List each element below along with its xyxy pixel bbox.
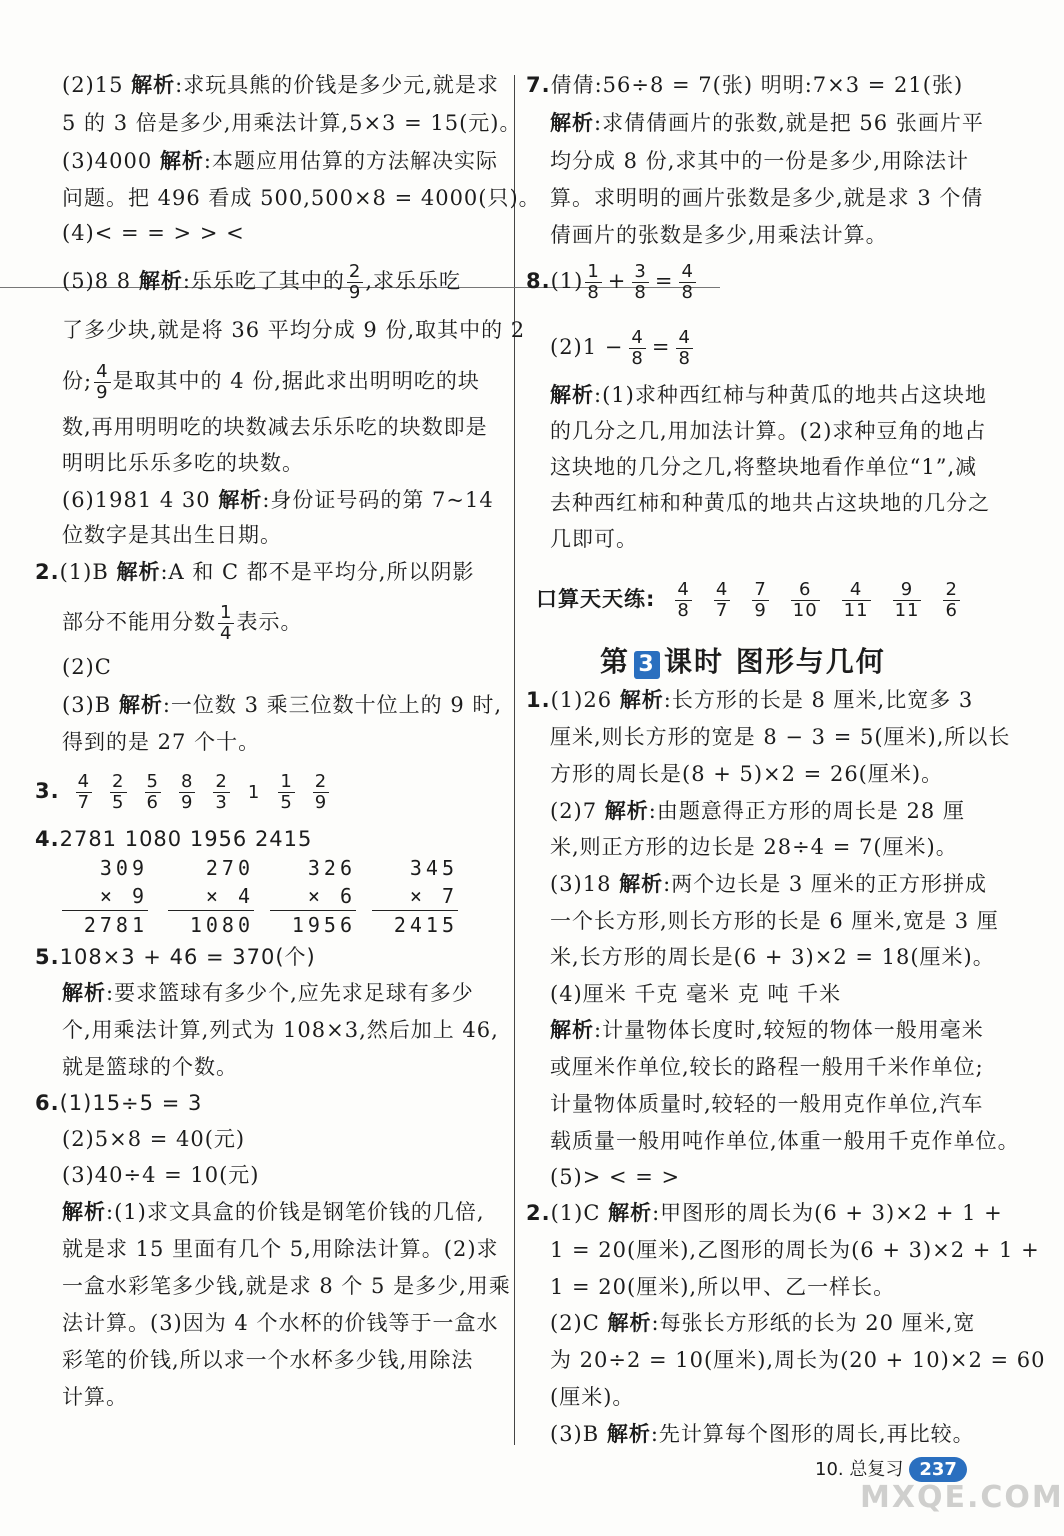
text-line: 为 20÷2 = 10(厘米),周长为(20 + 10)×2 = 60 xyxy=(550,1348,1046,1372)
answer-line xyxy=(550,1308,975,1338)
question-line xyxy=(526,685,973,715)
text-line: 方形的周长是(8 + 5)×2 = 26(厘米)。 xyxy=(550,762,944,786)
answer-text: (3)18 xyxy=(550,872,620,896)
text-line xyxy=(550,380,987,410)
denominator: 9 xyxy=(180,792,194,813)
title-text: 课时 图形与几何 xyxy=(664,645,886,678)
text-line: (4)厘米 千克 毫米 克 吨 千米 xyxy=(550,982,842,1006)
numerator: 4 xyxy=(678,327,691,348)
answer-line xyxy=(62,485,494,515)
fraction xyxy=(213,772,229,813)
analysis-label: 解析 xyxy=(116,560,161,584)
answer-line xyxy=(62,690,502,720)
denominator: 7 xyxy=(715,600,729,621)
fraction xyxy=(110,772,126,813)
analysis-text: :每张长方形纸的长为 20 厘米,宽 xyxy=(651,1311,976,1335)
operator: + xyxy=(607,269,627,293)
fraction xyxy=(248,783,260,803)
analysis-label: 解析 xyxy=(619,688,664,712)
text-line: (3)40÷4 = 10(元) xyxy=(62,1163,260,1187)
fraction xyxy=(632,262,648,303)
analysis-label: 解析 xyxy=(159,149,204,173)
denominator: 8 xyxy=(587,282,600,303)
denominator: 9 xyxy=(96,382,109,403)
analysis-text: :本题应用估算的方法解决实际 xyxy=(203,149,498,173)
answer-text: (2)1 − xyxy=(550,335,624,359)
fraction xyxy=(313,772,329,813)
text-line: 1 = 20(厘米),乙图形的周长为(6 + 3)×2 + 1 + xyxy=(550,1238,1040,1262)
fraction xyxy=(675,580,691,621)
answer-text: (3)B xyxy=(62,693,119,717)
text-line: 米,长方形的周长是(6 + 3)×2 = 18(厘米)。 xyxy=(550,945,995,969)
fraction xyxy=(347,262,363,303)
question-line xyxy=(35,942,316,972)
fraction-list xyxy=(60,771,332,813)
text-line: 倩画片的张数是多少,用乘法计算。 xyxy=(550,223,888,247)
fraction xyxy=(679,262,695,303)
question-line xyxy=(526,70,963,100)
analysis-text: :先计算每个图形的周长,再比较。 xyxy=(650,1422,975,1446)
text-line: 数,再用明明吃的块数减去乐乐吃的块数即是 xyxy=(62,415,488,439)
text-fragment: 份; xyxy=(62,369,93,393)
text-fragment: 部分不能用分数 xyxy=(62,610,216,634)
answer-text: (5)8 8 xyxy=(62,269,139,293)
mental-math-line xyxy=(536,580,962,621)
text-fragment: 是取其中的 4 份,据此求出明明吃的块 xyxy=(112,369,480,393)
denominator: 8 xyxy=(677,600,690,621)
answer-text: (1)26 xyxy=(550,688,620,712)
analysis-label: 解析 xyxy=(118,693,163,717)
text-line: 米,则正方形的边长是 28÷4 = 7(厘米)。 xyxy=(550,835,958,859)
text-line: 一个长方形,则长方形的长是 6 厘米,宽是 3 厘 xyxy=(550,909,999,933)
answer-text: (1)15÷5 = 3 xyxy=(59,1091,203,1115)
text-line: 了多少块,就是将 36 平均分成 9 份,取其中的 2 xyxy=(62,318,526,342)
text-line: 得到的是 27 个十。 xyxy=(62,730,261,754)
text-line: 均分成 8 份,求其中的一份是多少,用除法计 xyxy=(550,149,970,173)
text-line: 个,用乘法计算,列式为 108×3,然后加上 46, xyxy=(62,1018,499,1042)
numerator: 2 xyxy=(348,261,362,282)
text-line: (厘米)。 xyxy=(550,1385,635,1409)
text-line: (2)5×8 = 40(元) xyxy=(62,1127,246,1151)
denominator: 8 xyxy=(681,282,694,303)
analysis-text: ,求乐乐吃 xyxy=(365,269,462,293)
numerator: 1 xyxy=(220,602,233,623)
product: 2781 xyxy=(62,910,148,939)
analysis-label: 解析 xyxy=(62,981,106,1005)
numerator: 9 xyxy=(893,580,922,601)
multiplier: × 9 xyxy=(99,884,148,908)
analysis-label: 解析 xyxy=(607,1311,652,1335)
analysis-text: :A 和 C 都不是平均分,所以阴影 xyxy=(160,560,475,584)
fraction-list xyxy=(655,579,962,621)
analysis-label: 解析 xyxy=(218,488,263,512)
answer-line xyxy=(550,1419,975,1449)
analysis-label: 解析 xyxy=(138,269,183,293)
analysis-label: 解析 xyxy=(62,1200,106,1224)
numerator: 1 xyxy=(247,781,261,803)
denominator: 11 xyxy=(843,600,869,621)
answer-text: (2)C xyxy=(550,1311,608,1335)
text-line xyxy=(62,978,474,1008)
text-line: 计量物体质量时,较轻的一般用克作单位,汽车 xyxy=(550,1092,984,1116)
answer-line xyxy=(62,262,461,303)
analysis-text: :计量物体长度时,较短的物体一般用毫米 xyxy=(594,1018,984,1042)
numerator: 1 xyxy=(587,261,600,282)
analysis-text: :求玩具熊的价钱是多少元,就是求 xyxy=(175,73,499,97)
question-number: 5. xyxy=(35,945,60,969)
text-line: 几即可。 xyxy=(550,527,638,551)
product: 2415 xyxy=(372,910,458,939)
analysis-label: 解析 xyxy=(131,73,176,97)
analysis-text: :要求篮球有多少个,应先求足球有多少 xyxy=(106,981,474,1005)
analysis-label: 解析 xyxy=(606,1422,651,1446)
analysis-label: 解析 xyxy=(550,111,594,135)
text-line: 的几分之几,用加法计算。(2)求种豆角的地占 xyxy=(550,419,987,443)
fraction xyxy=(179,772,195,813)
text-line: (5)> < = > xyxy=(550,1165,681,1189)
answer-text: (3)4000 xyxy=(62,149,160,173)
fraction xyxy=(943,580,959,621)
denominator: 11 xyxy=(894,600,920,621)
text-line: 算。求明明的画片张数是多少,就是求 3 个倩 xyxy=(550,186,984,210)
text-line xyxy=(62,1197,485,1227)
answer-line xyxy=(550,328,695,369)
numerator: 3 xyxy=(634,261,647,282)
multiplier: × 7 xyxy=(409,884,458,908)
text-line: 计算。 xyxy=(62,1385,128,1409)
text-line: 1 = 20(厘米),所以甲、乙一样长。 xyxy=(550,1275,896,1299)
numerator: 6 xyxy=(791,580,820,601)
answer-text: 108×3 + 46 = 370(个) xyxy=(59,945,316,969)
analysis-text: :乐乐吃了其中的 xyxy=(182,269,345,293)
denominator: 3 xyxy=(215,792,228,813)
text-line: 位数字是其出生日期。 xyxy=(62,523,282,547)
operator: = xyxy=(654,269,674,293)
text-line xyxy=(62,362,480,403)
operator: = xyxy=(651,335,671,359)
fraction-equation xyxy=(623,327,695,369)
text-line: 明明比乐乐多吃的块数。 xyxy=(62,451,304,475)
denominator: 8 xyxy=(634,282,647,303)
question-number: 4. xyxy=(35,827,60,851)
analysis-text: :长方形的长是 8 厘米,比宽多 3 xyxy=(663,688,974,712)
numerator: 2 xyxy=(945,579,958,600)
answer-line xyxy=(62,146,498,176)
answer-text: 2781 1080 1956 2415 xyxy=(59,827,313,851)
answer-text: (1)B xyxy=(59,560,117,584)
answer-text: 倩倩:56÷8 = 7(张) 明明:7×3 = 21(张) xyxy=(550,73,964,97)
numerator: 8 xyxy=(180,771,194,792)
fraction xyxy=(714,580,730,621)
text-line: 彩笔的价钱,所以求一个水杯多少钱,用除法 xyxy=(62,1348,474,1372)
footer-section: 10. 总复习 xyxy=(815,1459,904,1480)
fraction xyxy=(752,580,768,621)
fraction xyxy=(585,262,601,303)
text-line: 载质量一般用吨作单位,体重一般用千克作单位。 xyxy=(550,1129,1020,1153)
text-line: 就是篮球的个数。 xyxy=(62,1055,238,1079)
text-line: (4)< = = > > < xyxy=(62,221,245,245)
fraction-equation xyxy=(583,261,698,303)
numerator: 4 xyxy=(96,361,109,382)
vertical-multiplication xyxy=(270,854,356,939)
numerator: 4 xyxy=(842,580,871,601)
answer-text: (1) xyxy=(550,269,584,293)
analysis-text: :由题意得正方形的周长是 28 厘 xyxy=(648,799,965,823)
answer-line xyxy=(62,70,499,100)
analysis-text: :两个边长是 3 厘米的正方形拼成 xyxy=(663,872,987,896)
product: 1956 xyxy=(270,910,356,939)
text-line: 法计算。(3)因为 4 个水杯的价钱等于一盒水 xyxy=(62,1311,499,1335)
vertical-multiplication xyxy=(168,854,254,939)
numerator: 2 xyxy=(112,771,125,792)
analysis-label: 解析 xyxy=(608,1201,653,1225)
multiplier: × 6 xyxy=(307,884,356,908)
question-number: 1. xyxy=(526,688,551,712)
denominator: 4 xyxy=(220,623,233,644)
denominator: 9 xyxy=(314,792,328,813)
answer-text: (2)15 xyxy=(62,73,132,97)
analysis-text: :甲图形的周长为(6 + 3)×2 + 1 + xyxy=(652,1201,1003,1225)
fraction xyxy=(842,580,871,621)
question-line xyxy=(35,557,474,587)
answer-line xyxy=(550,869,987,899)
denominator: 6 xyxy=(146,792,159,813)
product: 1080 xyxy=(168,910,254,939)
vertical-multiplication xyxy=(62,854,148,939)
question-number: 7. xyxy=(526,73,551,97)
numerator: 4 xyxy=(681,261,694,282)
text-line xyxy=(62,603,302,644)
fraction xyxy=(893,580,922,621)
denominator: 9 xyxy=(348,282,362,303)
text-line: 厘米,则长方形的宽是 8 − 3 = 5(厘米),所以长 xyxy=(550,725,1011,749)
question-line xyxy=(526,262,698,303)
page-number: 237 xyxy=(909,1457,967,1482)
fraction xyxy=(629,328,645,369)
fraction xyxy=(145,772,161,813)
text-line: (2)C xyxy=(62,655,112,679)
text-line: 问题。把 496 看成 500,500×8 = 4000(只)。 xyxy=(62,186,541,210)
text-line: 这块地的几分之几,将整块地看作单位“1”,减 xyxy=(550,455,978,479)
analysis-text: :(1)求文具盒的价钱是钢笔价钱的几倍, xyxy=(106,1200,485,1224)
question-number: 2. xyxy=(35,560,60,584)
answer-text: (1)C xyxy=(550,1201,609,1225)
section-title xyxy=(600,640,886,680)
denominator: 6 xyxy=(945,600,958,621)
question-line xyxy=(526,1198,1003,1228)
question-number: 8. xyxy=(526,269,551,293)
text-line xyxy=(550,1015,984,1045)
analysis-label: 解析 xyxy=(550,1018,594,1042)
analysis-text: :身份证号码的第 7~14 xyxy=(262,488,494,512)
numerator: 5 xyxy=(146,771,159,792)
numerator: 4 xyxy=(631,327,644,348)
multiplier: × 4 xyxy=(205,884,254,908)
text-line: 就是求 15 里面有几个 5,用除法计算。(2)求 xyxy=(62,1237,499,1261)
fraction xyxy=(676,328,692,369)
question-number: 6. xyxy=(35,1091,60,1115)
question-line xyxy=(35,772,331,813)
denominator: 9 xyxy=(754,600,767,621)
multiplicand: 345 xyxy=(409,856,458,880)
vertical-multiplication xyxy=(372,854,458,939)
analysis-text: :(1)求种西红柿与种黄瓜的地共占这块地 xyxy=(594,383,987,407)
numerator: 7 xyxy=(754,579,767,600)
numerator: 2 xyxy=(215,771,228,792)
question-line xyxy=(35,1088,202,1118)
numerator: 4 xyxy=(77,771,91,792)
mental-math-label: 口算天天练: xyxy=(536,587,656,611)
answer-text: (3)B xyxy=(550,1422,607,1446)
analysis-label: 解析 xyxy=(604,799,649,823)
denominator: 10 xyxy=(792,600,818,621)
text-line: 5 的 3 倍是多少,用乘法计算,5×3 = 15(元)。 xyxy=(62,111,522,135)
page-footer xyxy=(815,1455,967,1482)
fraction xyxy=(76,772,92,813)
question-line xyxy=(35,824,312,854)
analysis-text: :求倩倩画片的张数,就是把 56 张画片平 xyxy=(594,111,984,135)
fraction xyxy=(278,772,294,813)
question-number: 3. xyxy=(35,779,60,803)
numerator: 2 xyxy=(314,771,328,792)
answer-line xyxy=(550,796,965,826)
multiplicand: 270 xyxy=(205,856,254,880)
answer-text: (6)1981 4 30 xyxy=(62,488,219,512)
multiplicand: 326 xyxy=(307,856,356,880)
fraction xyxy=(94,362,110,403)
numerator: 1 xyxy=(280,771,293,792)
answer-text: (2)7 xyxy=(550,799,605,823)
multiplicand: 309 xyxy=(99,856,148,880)
denominator: 5 xyxy=(112,792,125,813)
text-fragment: 表示。 xyxy=(236,610,303,634)
denominator: 5 xyxy=(280,792,293,813)
denominator: 8 xyxy=(631,348,644,369)
numerator: 4 xyxy=(715,579,729,600)
analysis-text: :一位数 3 乘三位数十位上的 9 时, xyxy=(162,693,503,717)
analysis-label: 解析 xyxy=(619,872,664,896)
fraction xyxy=(791,580,820,621)
text-line: 一盒水彩笔多少钱,就是求 8 个 5 是多少,用乘 xyxy=(62,1274,511,1298)
analysis-label: 解析 xyxy=(550,383,594,407)
watermark-logo: MXQE.COM xyxy=(860,1480,1064,1515)
text-line xyxy=(550,108,984,138)
lesson-number-badge: 3 xyxy=(634,651,660,679)
column-divider xyxy=(514,75,515,1445)
denominator: 7 xyxy=(77,792,91,813)
denominator: 8 xyxy=(678,348,691,369)
text-line: 或厘米作单位,较长的路程一般用千米作单位; xyxy=(550,1055,984,1079)
text-line: 去种西红柿和种黄瓜的地共占这块地的几分之 xyxy=(550,491,990,515)
fraction xyxy=(218,603,234,644)
numerator: 4 xyxy=(677,579,690,600)
question-number: 2. xyxy=(526,1201,551,1225)
title-prefix: 第 xyxy=(600,645,631,678)
